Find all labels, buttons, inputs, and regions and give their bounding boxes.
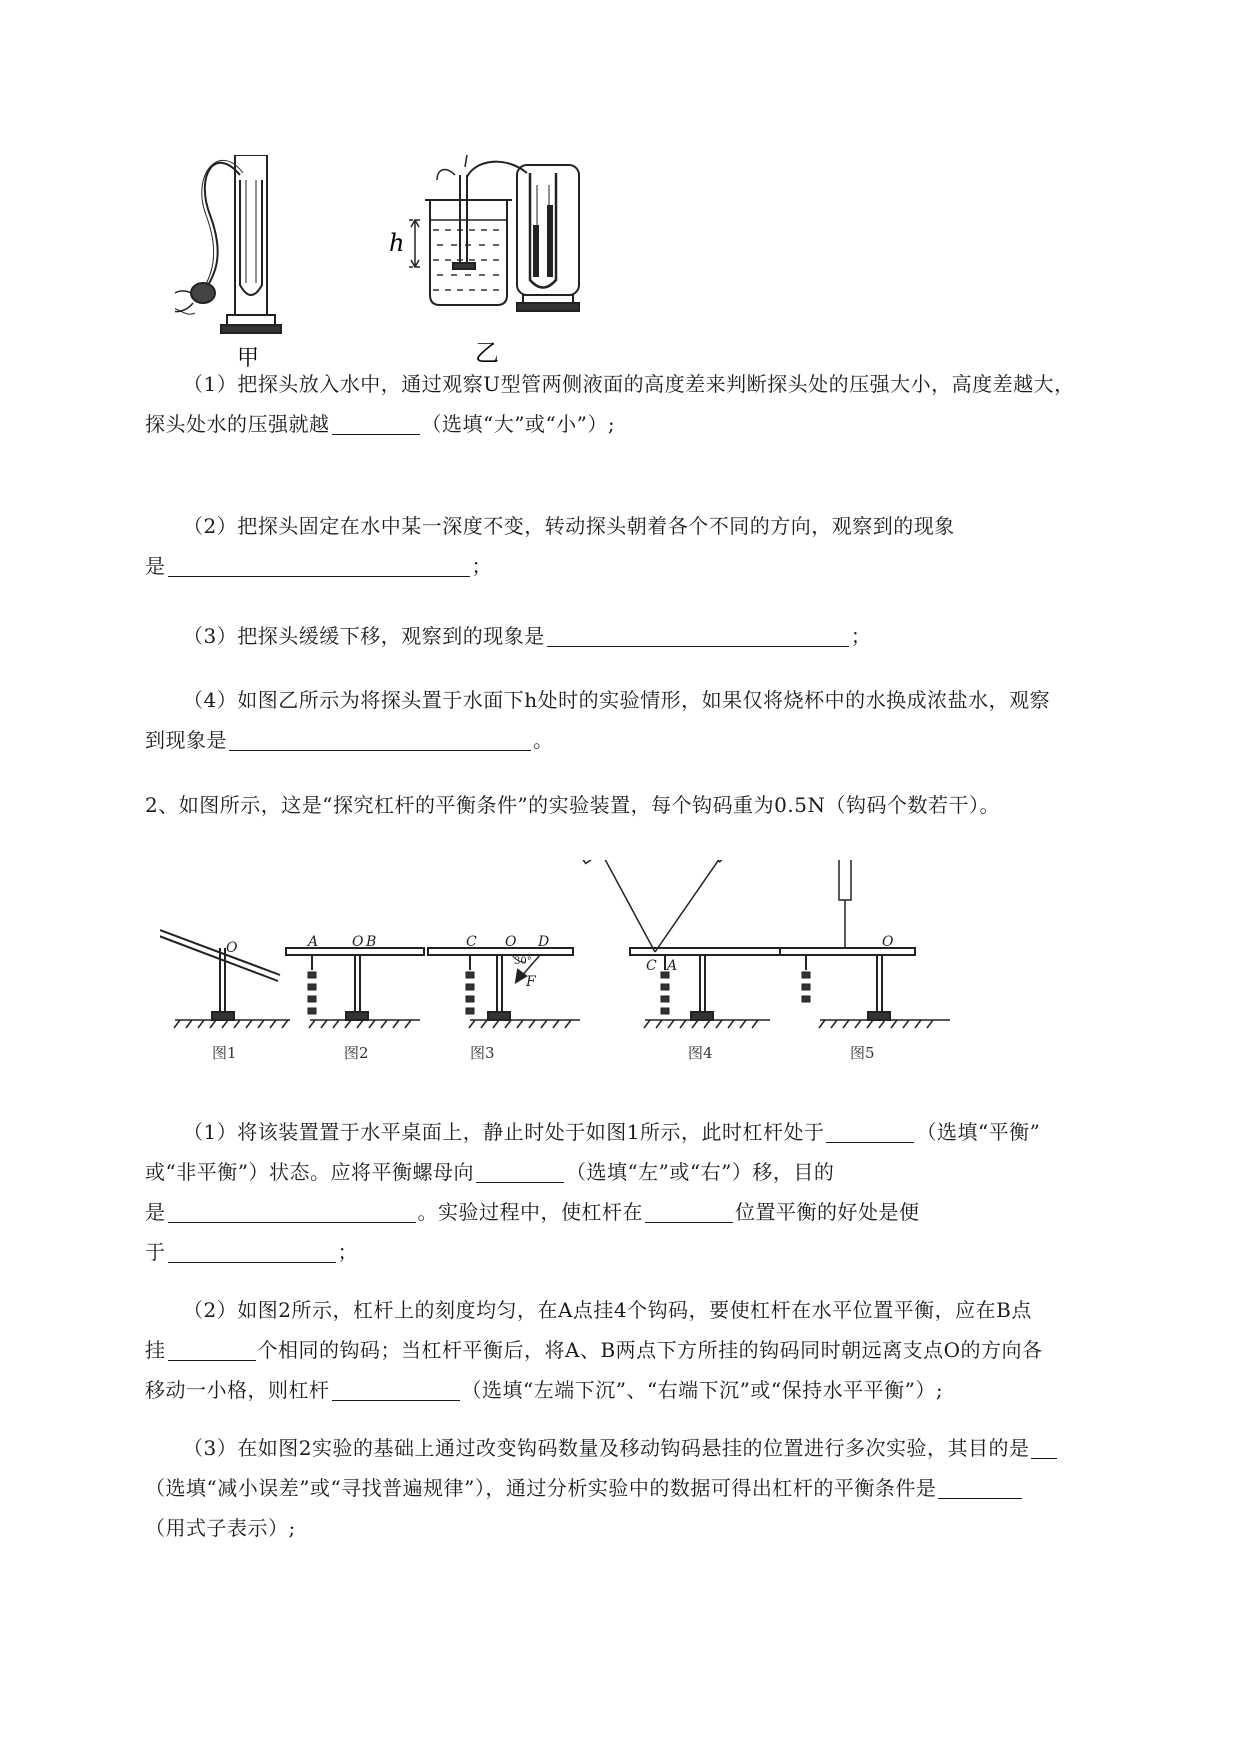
label-O: O bbox=[882, 934, 894, 950]
answer-blank[interactable] bbox=[826, 1116, 914, 1143]
q1-part4: （4）如图乙所示为将探头置于水面下h处时的实验情形，如果仅将烧杯中的水换成浓盐水，观察 到现象是 。 bbox=[145, 688, 1051, 752]
answer-blank[interactable] bbox=[332, 408, 420, 435]
answer-blank[interactable] bbox=[547, 620, 849, 647]
beaker-yi bbox=[409, 155, 512, 305]
answer-blank[interactable] bbox=[168, 1196, 416, 1223]
answer-blank[interactable] bbox=[332, 1374, 460, 1401]
label-F: F bbox=[526, 974, 536, 990]
u-tube-jia bbox=[175, 155, 281, 333]
answer-blank[interactable] bbox=[168, 1236, 336, 1263]
caption-fig1: 图1 bbox=[212, 1044, 237, 1062]
q2-stem: 2、如图所示，这是“探究杠杆的平衡条件”的实验装置，每个钩码重为0.5N（钩码个数若干）。 bbox=[145, 793, 1000, 817]
label-D: D bbox=[538, 934, 550, 950]
answer-blank[interactable] bbox=[229, 724, 531, 751]
q2-part2: （2）如图2所示，杠杆上的刻度均匀，在A点挂4个钩码，要使杠杆在水平位置平衡，应在B点 挂 个相同的钩码；当杠杆平衡后，将A、B两点下方所挂的钩码同时朝远离支点O的方向各 移动一小格，则杠杆 （选填“左端下沉”、“右端下沉”或“保持水平平衡”）; bbox=[145, 1298, 1043, 1402]
caption-fig4: 图4 bbox=[688, 1044, 713, 1062]
q2-part3: （3）在如图2实验的基础上通过改变钩码数量及移动钩码悬挂的位置进行多次实验，其目的是 （选填“减小误差”或“寻找普遍规律”），通过分析实验中的数据可得出杠杆的平衡条件是 （用式子表示）; bbox=[145, 1428, 1175, 1548]
caption-fig5: 图5 bbox=[850, 1044, 875, 1062]
pressure-gauge-figure bbox=[175, 155, 665, 370]
label-A: A bbox=[667, 958, 678, 974]
label-C: C bbox=[466, 934, 477, 950]
label-yi: 乙 bbox=[475, 339, 499, 367]
answer-blank[interactable] bbox=[476, 1156, 564, 1183]
lever-fig4 bbox=[560, 860, 780, 1020]
label-O: O bbox=[352, 934, 364, 950]
answer-blank[interactable] bbox=[1031, 1432, 1057, 1459]
u-tube-yi bbox=[467, 162, 579, 311]
label-O: O bbox=[226, 940, 238, 956]
answer-blank[interactable] bbox=[168, 1334, 256, 1361]
answer-blank[interactable] bbox=[938, 1472, 1022, 1499]
lever-fig5 bbox=[780, 860, 915, 1020]
label-O: O bbox=[505, 934, 517, 950]
lever-fig2 bbox=[286, 948, 424, 1020]
lever-figure bbox=[160, 860, 1040, 1070]
lever-fig3 bbox=[428, 948, 573, 1020]
caption-fig2: 图2 bbox=[344, 1044, 369, 1062]
q2-part1: （1）将该装置置于水平桌面上，静止时处于如图1所示，此时杠杆处于 （选填“平衡” 或“非平衡”）状态。应将平衡螺母向 （选填“左”或“右”）移，目的 是 。实验过程中，使杠杆在 位置平衡的好处是便 于 ； bbox=[145, 1112, 1175, 1272]
label-angle: 30° bbox=[514, 956, 532, 967]
label-A: A bbox=[308, 934, 319, 950]
label-B: B bbox=[366, 934, 377, 950]
q1-part3: （3）把探头缓缓下移，观察到的现象是 ； bbox=[145, 616, 1175, 656]
label-C: C bbox=[646, 958, 657, 974]
caption-fig3: 图3 bbox=[470, 1044, 495, 1062]
ground bbox=[174, 1020, 950, 1028]
answer-blank[interactable] bbox=[168, 550, 470, 577]
q1-part2: （2）把探头固定在水中某一深度不变，转动探头朝着各个不同的方向，观察到的现象 是 ； bbox=[145, 514, 955, 578]
label-h: h bbox=[389, 229, 405, 257]
label-jia: 甲 bbox=[237, 346, 260, 370]
answer-blank[interactable] bbox=[645, 1196, 733, 1223]
q1-part1: （1）把探头放入水中，通过观察U型管两侧液面的高度差来判断探头处的压强大小，高度差越大， 探头处水的压强就越 （选填“大”或“小”）; bbox=[145, 372, 1075, 436]
lever-fig1 bbox=[160, 930, 280, 1020]
